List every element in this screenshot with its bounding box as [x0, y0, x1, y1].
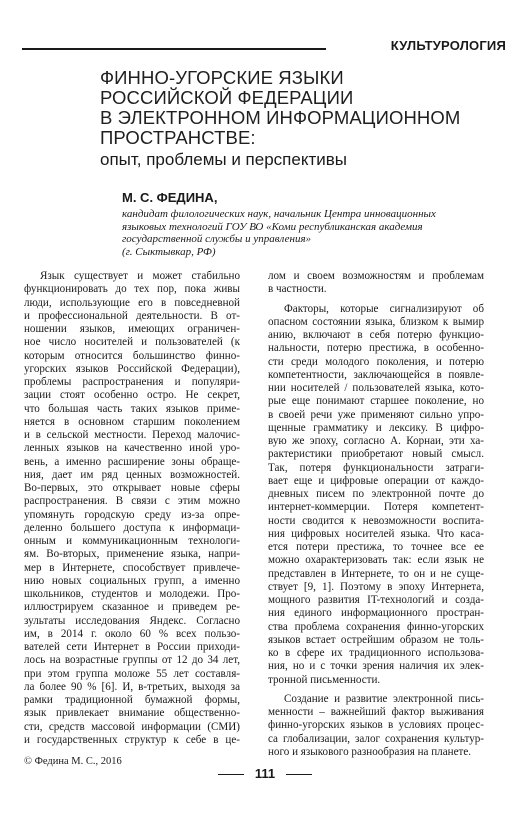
article-subtitle: опыт, проблемы и перспективы: [100, 150, 347, 169]
body-text-line: распространения. В связи с этим можно: [24, 495, 240, 508]
section-title: КУЛЬТУРОЛОГИЯ: [390, 38, 506, 53]
title-line: ПРОСТРАНСТВЕ:: [100, 127, 256, 148]
body-text-line: са глобализации, залог сохранения культур-: [268, 732, 484, 745]
body-text-line: интернет-коммерции. Потеря компетент-: [268, 501, 484, 514]
body-text-line: проблемы распространения и популяри-: [24, 376, 240, 388]
body-text-line: щенные грамматику и лексику. В цифро-: [268, 421, 484, 434]
body-text-line: угорских языков Российской Федерации),: [24, 362, 240, 375]
body-text-line: школьников, студентов и молодежи. Про-: [24, 588, 240, 600]
body-text-line: рактеристики приобретают новый смысл.: [268, 448, 484, 461]
title-line: РОССИЙСКОЙ ФЕДЕРАЦИИ: [100, 87, 354, 108]
copyright-note: © Федина М. С., 2016: [24, 756, 122, 767]
body-text-line: вую же эпоху, согласно А. Корнаи, эти ха-: [268, 435, 484, 447]
body-text-line: деленно большего доступа к информаци-: [24, 521, 240, 534]
affiliation-line: (г. Сыктывкар, РФ): [122, 245, 216, 258]
body-text-line: ствует [9, 1]. Поэтому в эпоху Интернета,: [268, 580, 484, 593]
body-text-line: менности – важнейший фактор выживания: [268, 706, 484, 718]
body-text-line: язык привлекает внимание общественно-: [24, 707, 240, 720]
body-text-line: нию новых социальных групп, а именно: [24, 574, 240, 587]
body-text-line: нии носителей / пользователей языка, кото-: [268, 382, 484, 394]
body-text-line: финно-угорских языков в условиях процес-: [268, 719, 484, 732]
body-text-line: Язык существует и может стабильно: [40, 270, 240, 282]
body-text-line: ния единого информационного простран-: [268, 607, 484, 620]
body-text-line: тронной письменности.: [268, 673, 381, 686]
body-text-line: ла более 90 % [6]. И, в-третьих, выходя за: [24, 680, 240, 693]
body-column-left: [24, 270, 240, 747]
author-affiliation: [122, 208, 502, 258]
body-text-line: что большая часть таких языков приме-: [24, 402, 240, 415]
body-text-line: дневных писем по электронной почте до: [268, 488, 484, 500]
body-text-line: сти, средств массовой информации (СМИ): [24, 720, 240, 733]
body-column-right: [268, 270, 484, 759]
body-text-line: ния, но и с точки зрения наличия их элек-: [268, 660, 484, 673]
body-text-line: ности сводится к невозможности воспита-: [268, 514, 484, 527]
body-text-line: ства проблема сохранения финно-угорских: [268, 620, 484, 633]
body-text-line: ленных языков на качественно иной уро-: [24, 442, 240, 455]
body-text-line: ного и языкового разнообразия на планете.: [268, 745, 472, 758]
body-text-line: няется в основном старшим поколением: [24, 415, 240, 428]
header-rule: [22, 48, 326, 50]
body-text-line: представлен в Интернете, то он и не суще-: [268, 567, 484, 580]
body-text-line: ния, дает им ряд ценных возможностей.: [24, 468, 240, 481]
body-text-line: вателей сети Интернет в России приходи-: [24, 641, 240, 653]
body-text-line: ное число носителей и пользователей (к: [24, 336, 240, 349]
body-text-line: анию, включают в себя потерю функцио-: [268, 329, 484, 341]
body-text-line: Так, потеря функциональности затраги-: [268, 461, 484, 474]
body-text-line: онным и коммуникационным технологи-: [24, 535, 240, 547]
body-text-line: и государственных структур к себе в це-: [24, 733, 240, 746]
body-text-line: Во-первых, это открывает новые сферы: [24, 482, 240, 494]
page-number: 111: [254, 766, 276, 781]
body-text-line: ношении языков, имеющих ограничен-: [24, 323, 240, 335]
body-text-line: ям. Во-вторых, применение языка, напри-: [24, 548, 240, 561]
body-text-line: ется потери престижа, то точнее все ее: [268, 541, 484, 553]
body-text-line: иллюстрируем сказанное и приведем ре-: [24, 601, 240, 614]
body-text-line: Создание и развитие электронной пись-: [284, 692, 484, 705]
body-text-line: зультаты исследования Яндекс. Согласно: [24, 614, 240, 627]
body-text-line: мощного развития IT-технологий и созда-: [268, 594, 484, 606]
body-text-line: рамки традиционной бумажной формы,: [24, 694, 240, 706]
body-text-line: можно охарактеризовать так: если язык не: [268, 554, 484, 567]
title-line: ФИННО-УГОРСКИЕ ЯЗЫКИ: [100, 67, 344, 88]
body-text-line: им, в 2014 г. около 60 % всех пользо-: [24, 627, 240, 640]
body-text-line: компетентности, заключающейся в появле-: [268, 368, 484, 381]
body-text-line: которым относится большинство финно-: [24, 349, 240, 362]
body-text-line: при этом группа моложе 55 лет составля-: [24, 667, 240, 680]
body-text-line: упомянуть городскую среду из-за опре-: [24, 508, 240, 521]
body-text-line: зации стоят особенно остро. Не секрет,: [24, 389, 240, 402]
body-text-line: ния цифровых носителей языка. Что каса-: [268, 527, 484, 540]
affiliation-line: государственной службы и управления»: [122, 233, 312, 246]
body-text-line: опасном состоянии языка, близком к вымир: [268, 315, 484, 328]
body-text-line: вень, а именно расширение зоны обраще-: [24, 455, 240, 468]
body-text-line: и в сельской местности. Переход малочис-: [24, 429, 240, 441]
body-text-line: и профессиональной деятельности. В от-: [24, 309, 240, 322]
body-text-line: вает еще и цифровые операции от каждо-: [268, 474, 484, 487]
affiliation-line: языковых технологий ГОУ ВО «Коми республиканская академия: [122, 220, 423, 233]
body-text-line: в частности.: [268, 283, 327, 296]
body-text-line: Факторы, которые сигнализируют об: [284, 302, 484, 315]
affiliation-line: кандидат филологических наук, начальник Центра инновационных: [122, 208, 436, 220]
body-text-line: рые еще понимают старшее поколение, но: [268, 395, 484, 408]
body-text-line: сти среди молодого поколения, и потерю: [268, 355, 484, 368]
body-text-line: лось на возрастные группы от 12 до 34 лет,: [24, 654, 240, 667]
body-text-line: люди, использующие его в повседневной: [24, 296, 240, 309]
body-text-line: функционировать до тех пор, пока живы: [24, 283, 240, 296]
body-text-line: языков встает острейшим образом не толь-: [268, 633, 484, 646]
body-text-line: мер в Интернете, способствует привлече-: [24, 561, 240, 574]
author-name: М. С. ФЕДИНА,: [122, 190, 218, 205]
body-text-line: ко в сфере их традиционного использова-: [268, 647, 484, 659]
title-line: В ЭЛЕКТРОННОМ ИНФОРМАЦИОННОМ: [100, 107, 461, 128]
footer-rule: [218, 774, 244, 775]
body-text-line: нальности, потерю престижа, в особенно-: [268, 342, 484, 355]
footer-rule: [286, 774, 312, 775]
body-text-line: в своей речи уже применяют сильно упро-: [268, 408, 484, 421]
body-text-line: лом и своем возможностям и проблемам: [268, 270, 484, 282]
article-title: [100, 68, 520, 148]
